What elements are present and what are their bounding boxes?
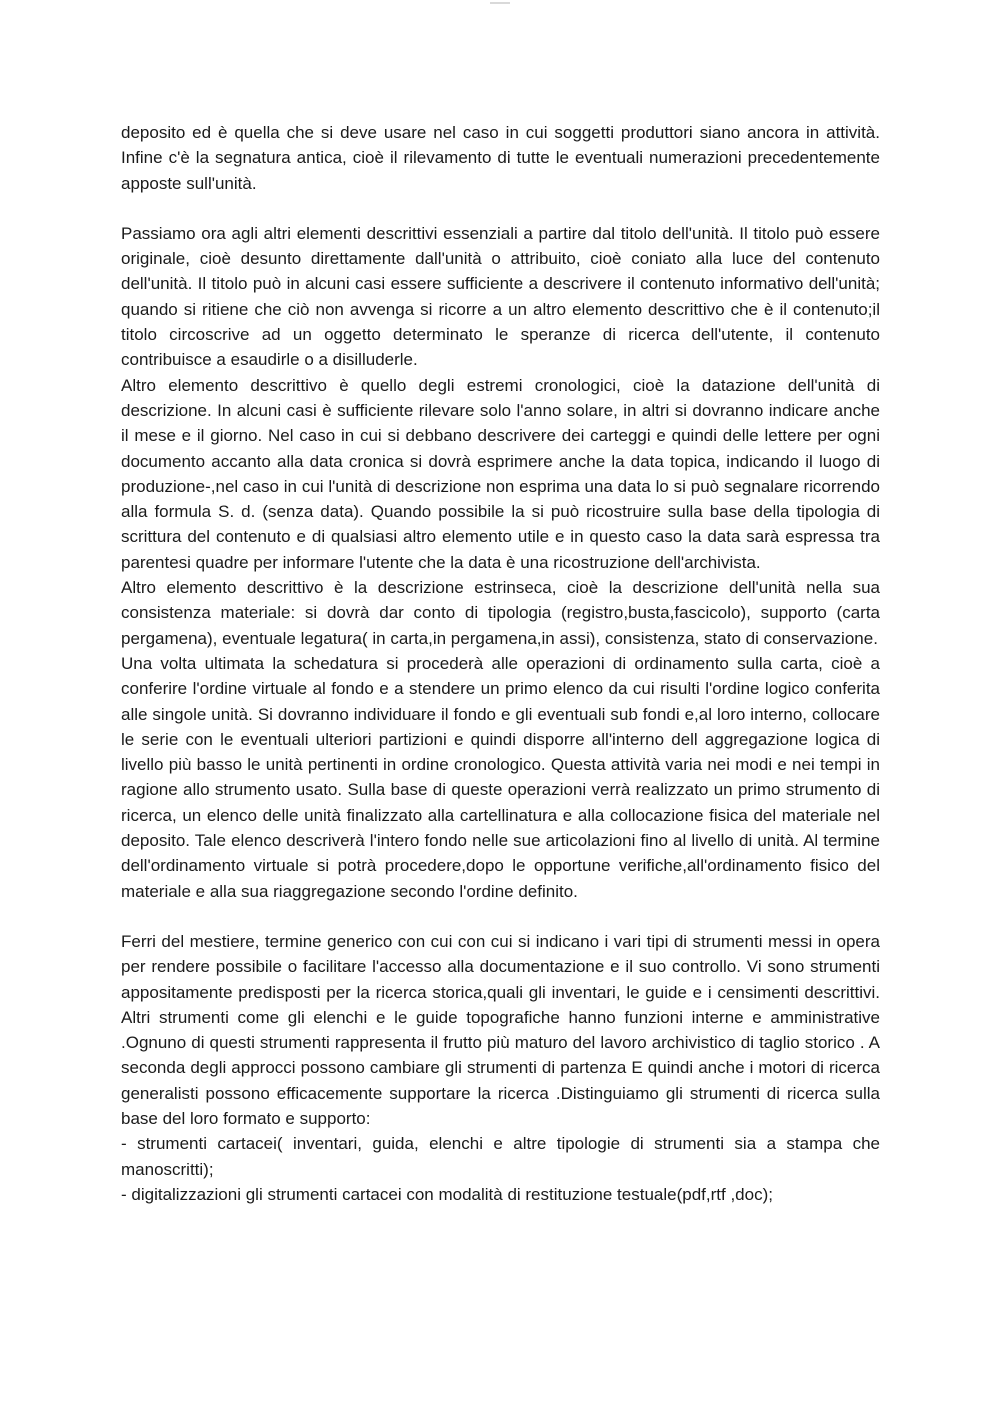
- list-item-strumenti-cartacei: - strumenti cartacei( inventari, guida, elenchi e altre tipologie di strumenti sia a stampa che manoscritti);: [121, 1134, 880, 1179]
- list-item-digitalizzazioni: - digitalizzazioni gli strumenti cartacei con modalità di restituzione testuale(pdf,rtf ,doc);: [121, 1184, 773, 1204]
- page-header-mark: [490, 2, 510, 4]
- paragraph-segnatura: deposito ed è quella che si deve usare nel caso in cui soggetti produttori siano ancora in attività. Infine c'è la segnatura antica, cioè il rilevamento di tutte le eventuali numerazioni precedentemente apposte sull'unità.: [121, 123, 880, 193]
- paragraph-ordinamento: Una volta ultimata la schedatura si procederà alle operazioni di ordinamento sulla carta, cioè a conferire l'ordine virtuale al fondo e a stendere un primo elenco da cui risulti l'ordine logico conferita alle singole unità. Si dovranno individuare il fondo e gli eventuali sub fondi e,al loro interno, collocare le serie con le eventuali ulteriori partizioni e quindi disporre all'interno dell aggregazione logica di livello più basso le unità pertinenti in ordine cronologico. Questa attività varia nei modi e nei tempi in ragione allo strumento usato. Sulla base di queste operazioni verrà realizzato un primo strumento di ricerca, un elenco delle unità finalizzato alla cartellinatura e alla collocazione fisica del materiale nel deposito. Tale elenco descriverà l'intero fondo nelle sue articolazioni fino al livello di unità. Al termine dell'ordinamento virtuale si potrà procedere,dopo le opportune verifiche,all'ordinamento fisico del materiale e alla sua riaggregazione secondo l'ordine definito.: [121, 653, 880, 901]
- paragraph-titolo: Passiamo ora agli altri elementi descrittivi essenziali a partire dal titolo dell'unità. Il titolo può essere originale, cioè desunto direttamente dall'unità o attribuito, cioè coniato alla luce del contenuto dell'unità. Il titolo può in alcuni casi essere sufficiente a descrivere il contenuto informativo dell'unità; quando si ritiene che ciò non avvenga si ricorre a un altro elemento descrittivo che è il contenuto;il titolo circoscrive ad un oggetto determinato le speranze di ricerca dell'utente, il contenuto contribuisce a esaudirle o a disilluderle.: [121, 223, 880, 370]
- paragraph-spacer: [121, 196, 880, 221]
- paragraph-estremi-cronologici: Altro elemento descrittivo è quello degli estremi cronologici, cioè la datazione dell'unità di descrizione. In alcuni casi è sufficiente rilevare solo l'anno solare, in altri si dovranno indicare anche il mese e il giorno. Nel caso in cui si debbano descrivere dei carteggi e quindi delle lettere per ogni documento accanto alla data cronica si dovrà esprimere anche la data topica, indicando il luogo di produzione-,nel caso in cui l'unità di descrizione non esprima una data lo si può segnalare ricorrendo alla formula S. d. (senza data). Quando possibile la si può ricostruire sulla base della tipologia di scrittura del contenuto e di qualsiasi altro elemento utile e in questo caso la data sarà espressa tra parentesi quadre per informare l'utente che la data è una ricostruzione dell'archivista.: [121, 375, 880, 572]
- paragraph-spacer: [121, 904, 880, 929]
- paragraph-ferri-del-mestiere: Ferri del mestiere, termine generico con cui con cui si indicano i vari tipi di strumenti messi in opera per rendere possibile o facilitare l'accesso alla documentazione e il suo controllo. Vi sono strumenti appositamente predisposti per la ricerca storica,quali gli inventari, le guide e i censimenti descrittivi. Altri strumenti come gli elenchi e le guide topografiche hanno funzioni interne e amministrative .Ognuno di questi strumenti rappresenta il frutto più maturo del lavoro archivistico di taglio storico . A seconda degli approcci possono cambiare gli strumenti di partenza E quindi anche i motori di ricerca generalisti possono efficacemente supportare la ricerca .Distinguiamo gli strumenti di ricerca sulla base del loro formato e supporto:: [121, 931, 880, 1128]
- paragraph-descrizione-estrinseca: Altro elemento descrittivo è la descrizione estrinseca, cioè la descrizione dell'unità nella sua consistenza materiale: si dovrà dar conto di tipologia (registro,busta,fascicolo), supporto (carta pergamena), eventuale legatura( in carta,in pergamena,in assi), consistenza, stato di conservazione.: [121, 578, 880, 648]
- document-body: [121, 120, 880, 1207]
